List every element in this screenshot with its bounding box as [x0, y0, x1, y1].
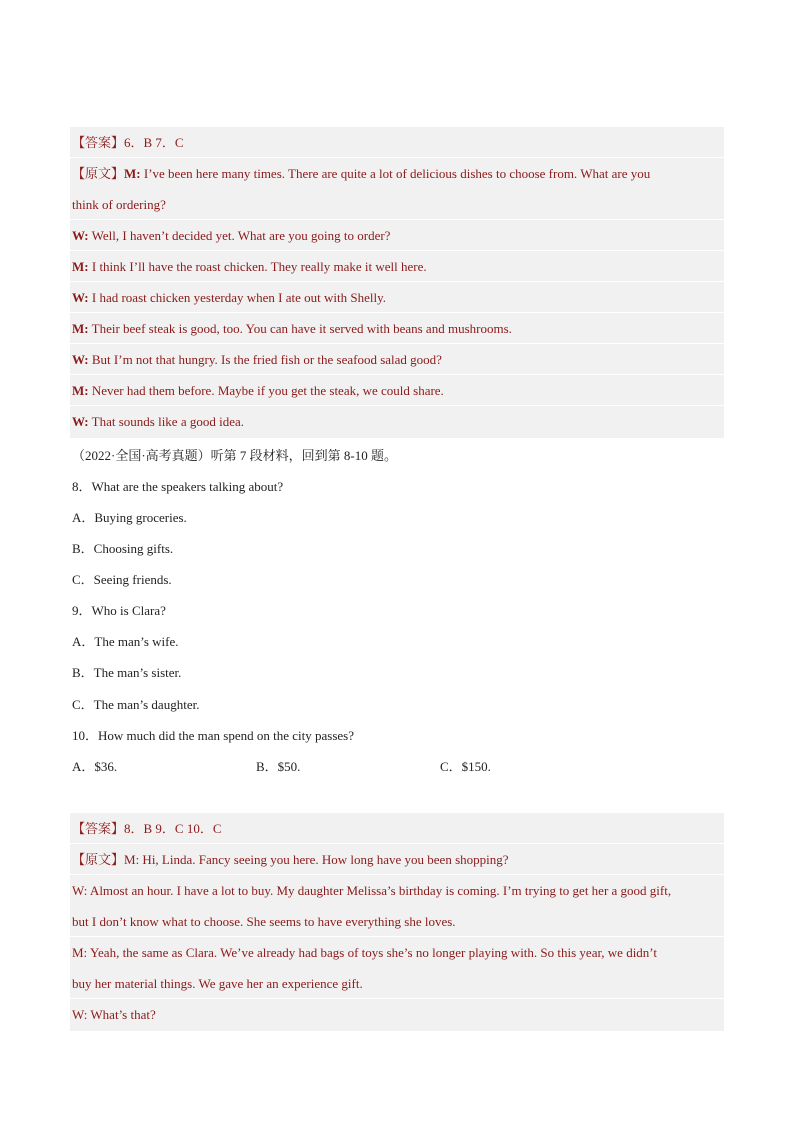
transcript-text: I’ve been here many times. There are quite a lot of delicious dishes to choose from. What are you [140, 166, 651, 181]
transcript-text: W: What’s that? [72, 1007, 156, 1022]
transcript-text: But I’m not that hungry. Is the fried fish or the seafood salad good? [88, 352, 442, 367]
question-option: B．Choosing gifts. [72, 541, 174, 556]
transcript-tag: 【原文】 [72, 852, 125, 867]
answer-key-label: 【答案】 [72, 135, 125, 150]
question-option: A．Buying groceries. [72, 510, 187, 525]
question-option: B．The man’s sister. [72, 665, 182, 680]
transcript-line [72, 158, 722, 189]
speaker-label: W: [72, 414, 89, 429]
transcript-line [72, 937, 722, 968]
transcript-line [72, 968, 722, 999]
speaker-label: W: [72, 352, 89, 367]
transcript-line [72, 282, 722, 313]
answer-block-2 [70, 813, 724, 1031]
transcript-text: but I don’t know what to choose. She seems to have everything she loves. [72, 914, 456, 929]
question-option: A．The man’s wife. [72, 634, 179, 649]
transcript-line [72, 189, 722, 220]
transcript-text: Their beef steak is good, too. You can have it served with beans and mushrooms. [88, 321, 512, 336]
transcript-text: That sounds like a good idea. [88, 414, 244, 429]
transcript-tag: 【原文】 [72, 166, 125, 181]
speaker-label: M: [72, 259, 89, 274]
answer-key-line-2 [72, 813, 722, 844]
transcript-text: I had roast chicken yesterday when I ate out with Shelly. [88, 290, 386, 305]
transcript-text: think of ordering? [72, 197, 166, 212]
transcript-line [72, 406, 722, 437]
answer-block-1 [70, 127, 724, 438]
transcript-text: W: Almost an hour. I have a lot to buy. My daughter Melissa’s birthday is coming. I’m trying to get her a good gift, [72, 883, 672, 898]
question-stem: 10．How much did the man spend on the city passes? [72, 728, 354, 743]
transcript-line [72, 344, 722, 375]
section-intro: （2022·全国·高考真题）听第 7 段材料，回到第 8-10 题。 [72, 448, 397, 463]
question-option: B．$50. [256, 759, 301, 774]
transcript-line [72, 906, 722, 937]
answer-key-text: 6．B 7．C [124, 135, 184, 150]
answer-key-line-1 [72, 127, 722, 158]
transcript-text: M: Yeah, the same as Clara. We’ve already had bags of toys she’s no longer playing with. So this year, we didn’t [72, 945, 658, 960]
transcript-text: Never had them before. Maybe if you get the steak, we could share. [88, 383, 444, 398]
transcript-text: Well, I haven’t decided yet. What are you going to order? [88, 228, 391, 243]
transcript-line [72, 875, 722, 906]
transcript-text: I think I’ll have the roast chicken. They really make it well here. [88, 259, 427, 274]
question-stem: 9．Who is Clara? [72, 603, 166, 618]
transcript-line [72, 220, 722, 251]
speaker-label: W: [72, 228, 89, 243]
answer-key-label: 【答案】 [72, 821, 125, 836]
speaker-label: M: [72, 321, 89, 336]
transcript-line [72, 999, 722, 1030]
question-option: A．$36. [72, 759, 118, 774]
transcript-text: M: Hi, Linda. Fancy seeing you here. How long have you been shopping? [124, 852, 509, 867]
question-stem: 8．What are the speakers talking about? [72, 479, 284, 494]
transcript-text: buy her material things. We gave her an experience gift. [72, 976, 363, 991]
speaker-label: W: [72, 290, 89, 305]
transcript-line [72, 375, 722, 406]
question-option: C．$150. [440, 759, 491, 774]
speaker-label: M: [72, 383, 89, 398]
question-option: C．Seeing friends. [72, 572, 172, 587]
transcript-line [72, 251, 722, 282]
answer-key-text: 8．B 9．C 10．C [124, 821, 222, 836]
transcript-line [72, 844, 722, 875]
speaker-label: M: [124, 166, 141, 181]
question-option: C．The man’s daughter. [72, 697, 200, 712]
transcript-line [72, 313, 722, 344]
